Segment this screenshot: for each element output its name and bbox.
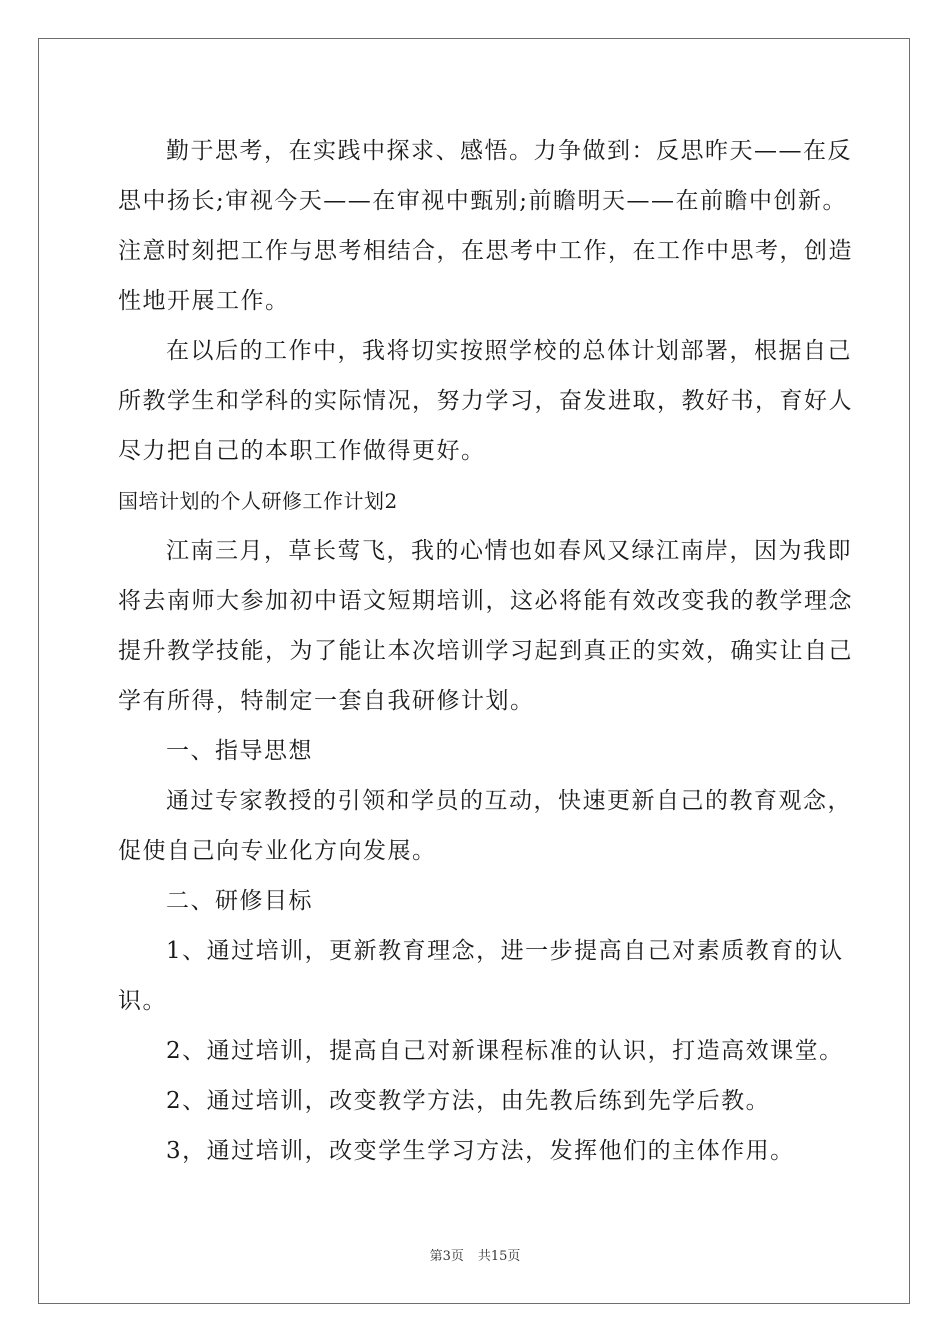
text-line: 将去南师大参加初中语文短期培训，这必将能有效改变我的教学理念 [118, 588, 853, 614]
text-line: 3，通过培训，改变学生学习方法，发挥他们的主体作用。 [166, 1138, 795, 1164]
text-line: 尽力把自己的本职工作做得更好。 [118, 438, 486, 464]
text-line: 2、通过培训，改变教学方法，由先教后练到先学后教。 [166, 1088, 771, 1114]
section-title: 国培计划的个人研修工作计划2 [118, 489, 398, 513]
text-line: 性地开展工作。 [118, 288, 290, 314]
heading-guiding-thought [118, 726, 838, 776]
text-line: 注意时刻把工作与思考相结合，在思考中工作，在工作中思考，创造 [118, 238, 853, 264]
text-line: 二、研修目标 [166, 888, 313, 914]
heading-study-goals [118, 876, 838, 926]
goal-item-2 [118, 1026, 844, 1076]
goal-item-3 [118, 1076, 838, 1126]
text-line: 1、通过培训，更新教育理念，进一步提高自己对素质教育的认 [166, 938, 844, 964]
page-number: 第3页 [429, 1249, 464, 1264]
page-footer [0, 1245, 950, 1264]
text-line: 江南三月，草长莺飞，我的心情也如春风又绿江南岸，因为我即 [166, 538, 852, 564]
text-line: 学有所得，特制定一套自我研修计划。 [118, 688, 535, 714]
text-line: 识。 [118, 988, 167, 1014]
text-line: 思中扬长;审视今天——在审视中甄别;前瞻明天——在前瞻中创新。 [118, 188, 847, 214]
text-line: 在以后的工作中，我将切实按照学校的总体计划部署，根据自己 [166, 338, 852, 364]
text-line: 勤于思考，在实践中探求、感悟。力争做到：反思昨天——在反 [166, 138, 852, 164]
document-body [118, 126, 853, 1176]
goal-item-4 [118, 1126, 838, 1176]
text-line: 提升教学技能，为了能让本次培训学习起到真正的实效，确实让自己 [118, 638, 853, 664]
text-line: 所教学生和学科的实际情况，努力学习，奋发进取，教好书，育好人 [118, 388, 853, 414]
paragraph-reflection [118, 126, 853, 326]
text-line: 促使自己向专业化方向发展。 [118, 838, 437, 864]
text-line: 2、通过培训，提高自己对新课程标准的认识，打造高效课堂。 [166, 1038, 844, 1064]
paragraph-guiding-thought [118, 776, 852, 876]
paragraph-future-work [118, 326, 853, 476]
page-total: 共15页 [477, 1249, 521, 1264]
text-line: 一、指导思想 [166, 738, 313, 764]
paragraph-intro [118, 526, 853, 726]
goal-item-1 [118, 926, 844, 1026]
text-line: 通过专家教授的引领和学员的互动，快速更新自己的教育观念， [166, 788, 852, 814]
